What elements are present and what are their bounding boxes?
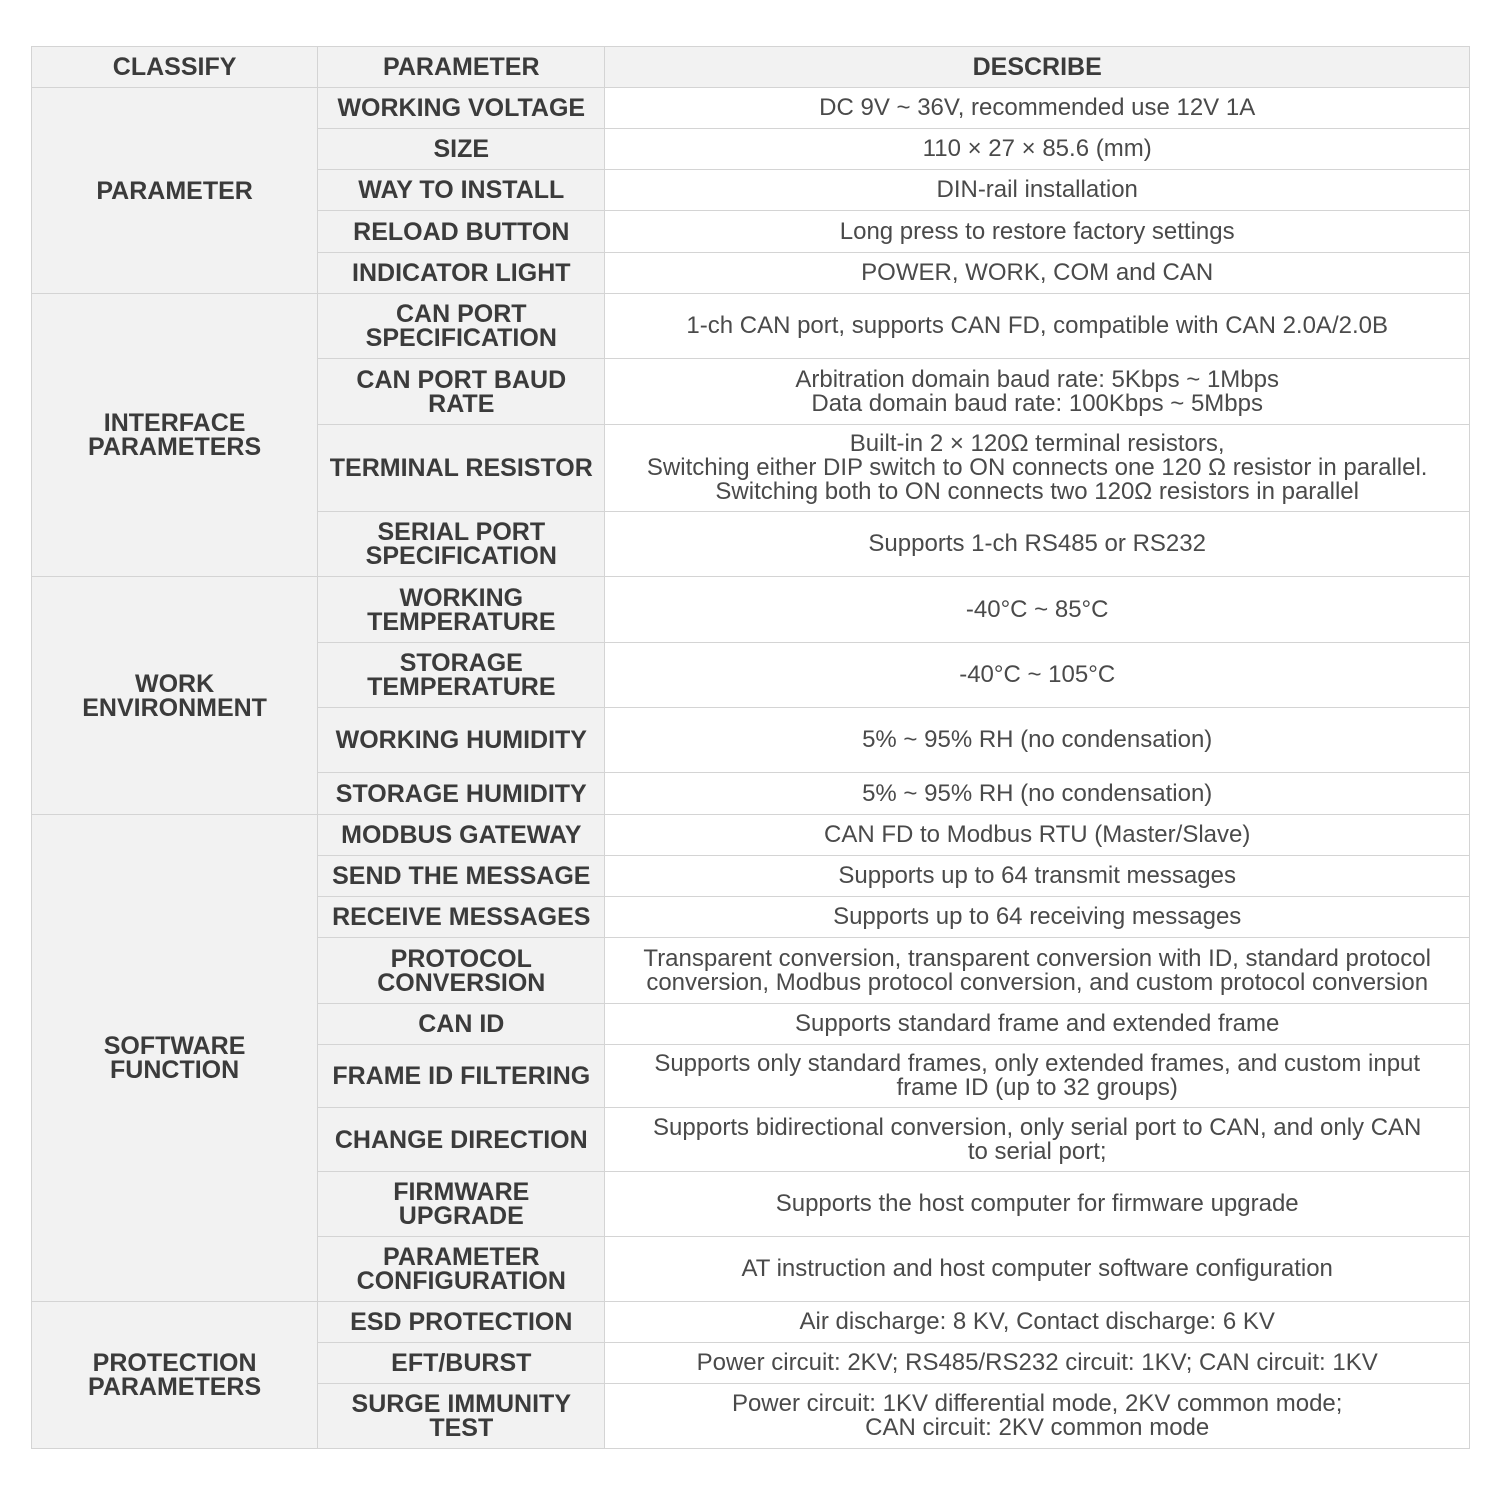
- describe-cell: [605, 512, 1470, 577]
- parameter-cell: WORKING HUMIDITY: [318, 708, 605, 773]
- describe-line: AT instruction and host computer software configuration: [741, 1255, 1333, 1282]
- describe-cell: [605, 1384, 1470, 1449]
- describe-line: -40°C ~ 105°C: [959, 661, 1116, 688]
- parameter-cell: RELOAD BUTTON: [318, 211, 605, 253]
- describe-line: CAN circuit: 2KV common mode: [865, 1414, 1210, 1441]
- spec-body: [32, 88, 1470, 1449]
- classify-cell: WORK ENVIRONMENT: [32, 577, 318, 815]
- describe-cell: [605, 643, 1470, 708]
- describe-line: Supports up to 64 receiving messages: [833, 903, 1242, 930]
- describe-cell: [605, 1172, 1470, 1237]
- table-row: [32, 577, 1470, 643]
- parameter-cell: ESD PROTECTION: [318, 1302, 605, 1343]
- describe-cell: [605, 708, 1470, 773]
- describe-line: Long press to restore factory settings: [839, 217, 1235, 245]
- classify-cell: PARAMETER: [32, 88, 318, 294]
- describe-cell: [605, 1343, 1470, 1384]
- describe-cell: [605, 856, 1470, 897]
- describe-line: 5% ~ 95% RH (no condensation): [862, 726, 1213, 753]
- describe-line: conversion, Modbus protocol conversion, and custom protocol conversion: [646, 968, 1429, 996]
- parameter-cell: MODBUS GATEWAY: [318, 815, 605, 856]
- describe-cell: [605, 577, 1470, 643]
- header-parameter: PARAMETER: [318, 47, 605, 88]
- parameter-cell: PARAMETER CONFIGURATION: [318, 1237, 605, 1302]
- spec-table: [31, 46, 1470, 1449]
- parameter-cell: TERMINAL RESISTOR: [318, 425, 605, 512]
- describe-line: Switching either DIP switch to ON connects one 120 Ω resistor in parallel.: [646, 454, 1428, 481]
- table-row: [32, 815, 1470, 856]
- parameter-cell: RECEIVE MESSAGES: [318, 897, 605, 938]
- describe-line: to serial port;: [967, 1137, 1107, 1165]
- parameter-cell: CAN PORT BAUD RATE: [318, 359, 605, 425]
- parameter-cell: CAN PORT SPECIFICATION: [318, 294, 605, 359]
- parameter-cell: STORAGE TEMPERATURE: [318, 643, 605, 708]
- parameter-cell: WORKING TEMPERATURE: [318, 577, 605, 643]
- parameter-cell: SIZE: [318, 129, 605, 170]
- describe-cell: [605, 129, 1470, 170]
- parameter-cell: SERIAL PORT SPECIFICATION: [318, 512, 605, 577]
- header-classify: CLASSIFY: [32, 47, 318, 88]
- describe-line: Transparent conversion, transparent conversion with ID, standard protocol: [643, 944, 1431, 972]
- classify-cell: PROTECTION PARAMETERS: [32, 1302, 318, 1449]
- describe-line: POWER, WORK, COM and CAN: [861, 259, 1214, 286]
- describe-line: Air discharge: 8 KV, Contact discharge: 6 KV: [799, 1308, 1275, 1335]
- describe-cell: [605, 815, 1470, 856]
- describe-cell: [605, 1108, 1470, 1172]
- table-row: [32, 1302, 1470, 1343]
- parameter-cell: STORAGE HUMIDITY: [318, 773, 605, 815]
- parameter-cell: CHANGE DIRECTION: [318, 1108, 605, 1172]
- describe-line: Switching both to ON connects two 120Ω resistors in parallel: [715, 478, 1359, 505]
- describe-line: Supports the host computer for firmware upgrade: [775, 1190, 1299, 1217]
- describe-line: Data domain baud rate: 100Kbps ~ 5Mbps: [811, 389, 1263, 417]
- parameter-cell: EFT/BURST: [318, 1343, 605, 1384]
- describe-cell: [605, 88, 1470, 129]
- describe-cell: [605, 773, 1470, 815]
- describe-cell: [605, 1045, 1470, 1108]
- parameter-cell: SEND THE MESSAGE: [318, 856, 605, 897]
- describe-line: Supports standard frame and extended frame: [795, 1010, 1280, 1037]
- classify-cell: INTERFACE PARAMETERS: [32, 294, 318, 577]
- describe-cell: [605, 938, 1470, 1004]
- describe-line: CAN FD to Modbus RTU (Master/Slave): [824, 821, 1251, 848]
- describe-cell: [605, 1237, 1470, 1302]
- describe-cell: [605, 425, 1470, 512]
- header-describe: DESCRIBE: [605, 47, 1470, 88]
- describe-line: DC 9V ~ 36V, recommended use 12V 1A: [819, 94, 1256, 121]
- describe-line: Arbitration domain baud rate: 5Kbps ~ 1Mbps: [795, 365, 1279, 393]
- describe-line: Supports up to 64 transmit messages: [838, 862, 1236, 889]
- describe-line: Built-in 2 × 120Ω terminal resistors,: [849, 430, 1225, 457]
- describe-line: Supports only standard frames, only extended frames, and custom input: [654, 1050, 1421, 1077]
- parameter-cell: FRAME ID FILTERING: [318, 1045, 605, 1108]
- describe-cell: [605, 1302, 1470, 1343]
- describe-cell: [605, 170, 1470, 211]
- describe-line: DIN-rail installation: [936, 176, 1138, 203]
- table-row: [32, 294, 1470, 359]
- describe-cell: [605, 211, 1470, 253]
- describe-cell: [605, 359, 1470, 425]
- parameter-cell: FIRMWARE UPGRADE: [318, 1172, 605, 1237]
- describe-line: Power circuit: 2KV; RS485/RS232 circuit: 1KV; CAN circuit: 1KV: [696, 1349, 1378, 1376]
- describe-line: Power circuit: 1KV differential mode, 2KV common mode;: [731, 1390, 1343, 1417]
- describe-cell: [605, 294, 1470, 359]
- describe-line: 110 × 27 × 85.6 (mm): [922, 135, 1152, 162]
- classify-cell: SOFTWARE FUNCTION: [32, 815, 318, 1302]
- header-row: [32, 47, 1470, 88]
- describe-line: 1-ch CAN port, supports CAN FD, compatible with CAN 2.0A/2.0B: [686, 312, 1388, 339]
- parameter-cell: INDICATOR LIGHT: [318, 253, 605, 294]
- describe-cell: [605, 897, 1470, 938]
- describe-line: Supports bidirectional conversion, only serial port to CAN, and only CAN: [653, 1113, 1422, 1141]
- describe-line: -40°C ~ 85°C: [965, 595, 1109, 623]
- describe-line: frame ID (up to 32 groups): [896, 1074, 1178, 1101]
- describe-line: 5% ~ 95% RH (no condensation): [862, 779, 1213, 807]
- parameter-cell: SURGE IMMUNITY TEST: [318, 1384, 605, 1449]
- parameter-cell: PROTOCOL CONVERSION: [318, 938, 605, 1004]
- parameter-cell: WAY TO INSTALL: [318, 170, 605, 211]
- describe-cell: [605, 253, 1470, 294]
- parameter-cell: CAN ID: [318, 1004, 605, 1045]
- table-row: [32, 88, 1470, 129]
- describe-cell: [605, 1004, 1470, 1045]
- parameter-cell: WORKING VOLTAGE: [318, 88, 605, 129]
- describe-line: Supports 1-ch RS485 or RS232: [868, 530, 1206, 557]
